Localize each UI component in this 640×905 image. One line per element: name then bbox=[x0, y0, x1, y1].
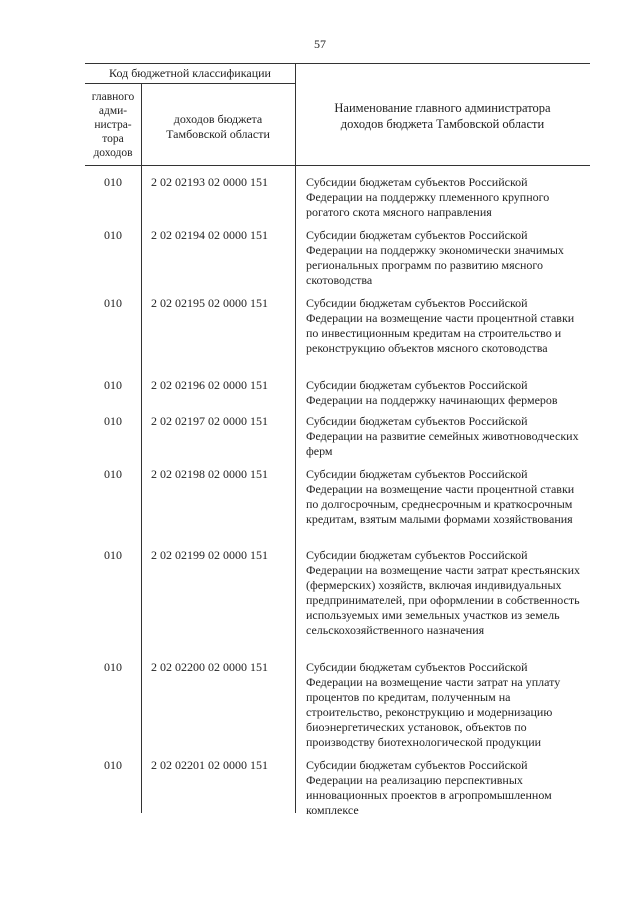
row-description: Субсидии бюджетам субъектов Российской Федерации на возмещение части затрат крестьянских (фермерских) хозяйств, включая индивидуальных предпринимателей, при оформлении в собственность используемых ими земельных участков из земель сельскохозяйственного назначения bbox=[306, 548, 581, 637]
admin-column-header: главного адми- нистра- тора доходов bbox=[91, 91, 135, 159]
budget-code: 2 02 02201 02 0000 151 bbox=[151, 758, 268, 772]
budget-code: 2 02 02196 02 0000 151 bbox=[151, 378, 268, 392]
budget-code: 2 02 02199 02 0000 151 bbox=[151, 548, 268, 562]
classification-code-header: Код бюджетной классификации bbox=[109, 66, 271, 80]
row-description: Субсидии бюджетам субъектов Российской Федерации на возмещение части процентной ставки по инвестиционным кредитам на строительство и реконструкцию объектов мясного скотоводства bbox=[306, 296, 575, 355]
admin-code: 010 bbox=[104, 660, 122, 674]
admin-code: 010 bbox=[104, 378, 122, 392]
row-description: Субсидии бюджетам субъектов Российской Федерации на поддержку племенного крупного рогатого скота мясного направления bbox=[306, 175, 550, 219]
budget-code: 2 02 02197 02 0000 151 bbox=[151, 414, 268, 428]
admin-code: 010 bbox=[104, 548, 122, 562]
header-bottom-rule bbox=[85, 165, 590, 166]
row-description: Субсидии бюджетам субъектов Российской Федерации на возмещение части затрат на уплату процентов по кредитам, полученным на строительство, реконструкцию и модернизацию биоэнергетических установок, объектов по производству биотехнологической продукции bbox=[306, 660, 561, 749]
admin-code: 010 bbox=[104, 758, 122, 772]
income-column-header: доходов бюджета Тамбовской области bbox=[166, 112, 270, 141]
budget-code: 2 02 02200 02 0000 151 bbox=[151, 660, 268, 674]
budget-code: 2 02 02193 02 0000 151 bbox=[151, 175, 268, 189]
row-description: Субсидии бюджетам субъектов Российской Федерации на развитие семейных животноводческих ферм bbox=[306, 414, 579, 458]
group-header-rule bbox=[85, 83, 295, 84]
row-description: Субсидии бюджетам субъектов Российской Федерации на возмещение части процентной ставки по долгосрочным, среднесрочным и краткосрочным кредитам, взятым малыми формами хозяйствования bbox=[306, 467, 575, 526]
budget-code: 2 02 02194 02 0000 151 bbox=[151, 228, 268, 242]
admin-code: 010 bbox=[104, 175, 122, 189]
page-number: 57 bbox=[314, 37, 326, 51]
column-divider-1 bbox=[141, 83, 142, 813]
name-column-header: Наименование главного администратора доходов бюджета Тамбовской области bbox=[334, 101, 551, 131]
row-description: Субсидии бюджетам субъектов Российской Федерации на реализацию перспективных инновационных проектов в агропромышленном комплексе bbox=[306, 758, 552, 817]
row-description: Субсидии бюджетам субъектов Российской Федерации на поддержку экономически значимых региональных программ по развитию мясного скотоводства bbox=[306, 228, 564, 287]
budget-code: 2 02 02195 02 0000 151 bbox=[151, 296, 268, 310]
row-description: Субсидии бюджетам субъектов Российской Федерации на поддержку начинающих фермеров bbox=[306, 378, 558, 407]
budget-code: 2 02 02198 02 0000 151 bbox=[151, 467, 268, 481]
admin-code: 010 bbox=[104, 467, 122, 481]
admin-code: 010 bbox=[104, 296, 122, 310]
table-top-rule bbox=[85, 63, 590, 64]
admin-code: 010 bbox=[104, 414, 122, 428]
admin-code: 010 bbox=[104, 228, 122, 242]
